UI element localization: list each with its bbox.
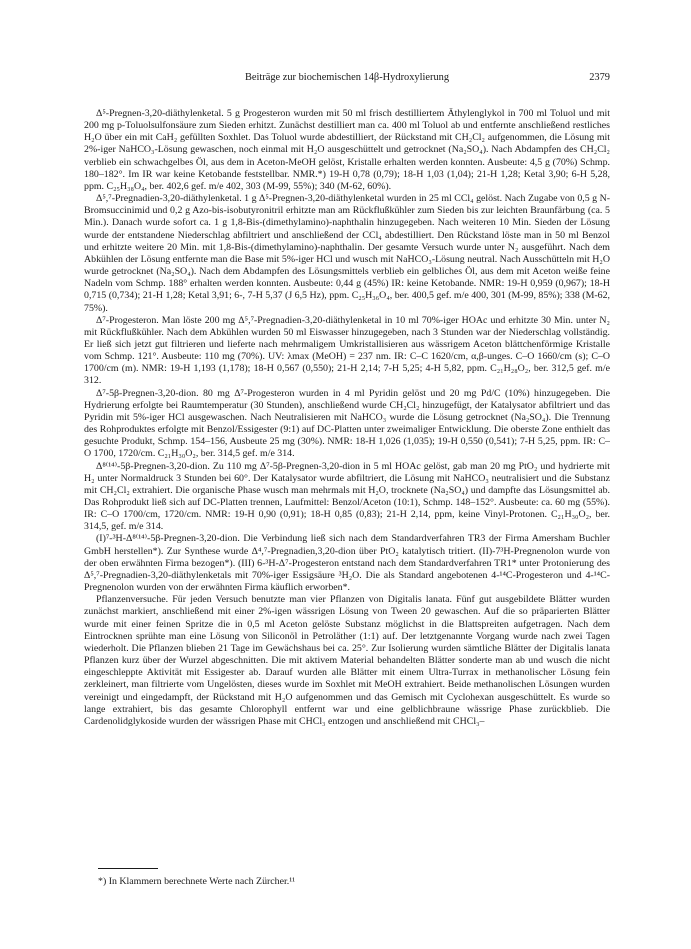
paragraph-pflanzenversuche: Pflanzenversuche. Für jeden Versuch benutzte man vier Pflanzen von Digitalis lanata. Fünf gut ausgebildete Blätter wurden zunächst markiert, anschließend mit einer 2%-igen wässrigen Lösung von Tween 20 gewaschen. Auf die so präparierten Blätter wurde mit einer feinen Spritze die in 0,5 ml Aceton gelöste Substanz möglichst in die Blattspreiten aufgetragen. Nach dem Eintrocknen sprühte man eine Lösung von Siliconöl in Petroläther (1:1) auf. Der letztgenannte Vorgang wurde nach zwei Tagen wiederholt. Die Pflanzen blieben 21 Tage im Gewächshaus bei ca. 25°. Zur Isolierung wurden sämtliche Blätter der Digitalis lanata Pflanzen kurz über der Wurzel abgeschnitten. Die mit aktivem Material behandelten Blätter sonderte man ab und wusch die nicht eingeschleppte Aktivität mit Essigester ab. Darauf wurden alle Blätter mit einem Ultra-Turrax in methanolischer Lösung fein zerkleinert, man filtrierte vom Ungelösten, dieses wurde im Soxhlet mit MeOH extrahiert. Beide methanolischen Lösungen wurden vereinigt und eingedampft, der Rückstand mit H₂O aufgenommen und das Gemisch mit Cyclohexan ausgeschüttelt. Es wurde so lange extrahiert, bis das gesamte Chlorophyll entfernt war und eine gelblichbraune wässrige Phase zurückblieb. Die Cardenolidglykoside wurden der wässrigen Phase mit CHCl₃ entzogen und anschließend mit CHCl₃– [84, 594, 610, 727]
paragraph-labelled-compounds: (I)⁷-³H-Δ⁸⁽¹⁴⁾-5β-Pregnen-3,20-dion. Die Verbindung ließ sich nach dem Standardverfahren TR3 der Firma Amersham Buchler GmbH herstellen*). Zur Synthese wurde Δ⁴,⁷-Pregnadien,3,20-dion über PtO₂ katalytisch tritiert. (II)-7³H-Pregnenolon wurde von der oben erwähnten Firma bezogen*). (III) 6-³H-Δ⁷-Progesteron entstand nach dem Standardverfahren TR1* unter Protonierung des Δ⁵,⁷-Pregnadien-3,20-diäthylenketals mit 70%-iger Essigsäure ³H₂O. Die als Standard angebotenen 4-¹⁴C-Progesteron und 4-¹⁴C-Pregnenolon wurden von der erwähnten Firma käuflich erworben*. [84, 533, 610, 594]
footnote: *) In Klammern berechnete Werte nach Zürcher.¹¹ [98, 876, 296, 887]
paragraph-pregnadien-diaethylenketal: Δ⁵,⁷-Pregnadien-3,20-diäthylenketal. 1 g Δ⁵-Pregnen-3,20-diäthylenketal wurden in 25 ml CCl₄ gelöst. Nach Zugabe von 0,5 g N-Bromsuccinimid und 0,2 g Azo-bis-isobutyronitril erhitzte man am Rückflußkühler zum Sieden bis zur leichten Braunfärbung (ca. 5 Min.). Danach wurde sofort ca. 1 g 1,8-Bis-(dimethylamino)-naphthalin hinzugegeben. Nach weiteren 10 Min. Sieden der Lösung wurde der entstandene Niederschlag abfiltriert und anschließend der CCl₄ abdestilliert. Den Rückstand löste man in 50 ml Benzol und erhitzte weitere 20 Min. mit 1,8-Bis-(dimethylamino)-naphthalin. Der gesamte Versuch wurde unter N₂ ausgeführt. Nach dem Abkühlen der Lösung entfernte man die Base mit 5%-iger HCl und wusch mit NaHCO₃-Lösung neutral. Nach Ausschütteln mit H₂O wurde getrocknet (Na₂SO₄). Nach dem Abdampfen des Lösungsmittels verblieb ein gelbliches Öl, aus dem mit Aceton weiße feine Nadeln vom Schmp. 188° erhalten werden konnten. Ausbeute: 0,44 g (45%) IR: keine Ketobande. NMR: 19-H 0,959 (0,967); 18-H 0,715 (0,734); 21-H 1,28; Ketal 3,91; 6-, 7-H 5,37 (J 6,5 Hz), ppm. C₂₅H₃₆O₄, ber. 400,5 gef. m/e 400, 301 (M-99, 85%); 338 (M-62, 75%). [84, 193, 610, 314]
paragraph-delta7-progesteron: Δ⁷-Progesteron. Man löste 200 mg Δ⁵,⁷-Pregnadien-3,20-diäthylenketal in 10 ml 70%-iger HOAc und erhitzte 30 Min. unter N₂ mit Rückflußkühler. Nach dem Abkühlen wurden 50 ml Eiswasser hinzugegeben, nach 3 Stunden war der Niederschlag vollständig. Er ließ sich jetzt gut filtrieren und lieferte nach mehrmaligem Umkristallisieren aus wässrigem Aceton blättchenförmige Kristalle vom Schmp. 121°. Ausbeute: 110 mg (70%). UV: λmax (MeOH) = 237 nm. IR: C–C 1620/cm, α,β-unges. C–O 1660/cm (s); C–O 1700/cm (m). NMR: 19-H 1,193 (1,178); 18-H 0,567 (0,550); 21-H 2,14; 7-H 5,25; 4-H 5,82, ppm. C₂₁H₂₈O₂, ber. 312,5 gef. m/e 312. [84, 314, 610, 387]
paragraph-pregnen-diaethylenketal: Δ⁵-Pregnen-3,20-diäthylenketal. 5 g Progesteron wurden mit 50 ml frisch destilliertem Äthylenglykol in 700 ml Toluol und mit 200 mg p-Toluolsulfonsäure zum Sieden erhitzt. Zunächst destilliert man ca. 400 ml Toluol ab und entfernte anschließend restliches H₂O über ein mit CaH₂ gefüllten Soxhlet. Das Toluol wurde abdestilliert, der Rückstand mit CH₂Cl₂ aufgenommen, die Lösung mit 2%-iger NaHCO₃-Lösung gewaschen, noch einmal mit H₂O ausgeschüttelt und getrocknet (Na₂SO₄). Nach Abdampfen des CH₂Cl₂ verblieb ein schwachgelbes Öl, aus dem in Aceton-MeOH gelöst, Kristalle erhalten werden konnten. Ausbeute: 4,5 g (70%) Schmp. 180–182°. Im IR war keine Ketobande feststellbar. NMR.*) 19-H 0,78 (0,79); 18-H 1,03 (1,04); 21-H 1,28; Ketal 3,90; 6-H 5,28, ppm. C₂₅H₃₈O₄, ber. 402,6 gef. m/e 402, 303 (M-99, 55%); 340 (M-62, 60%). [84, 108, 610, 192]
page-number: 2379 [589, 72, 610, 83]
running-header [84, 72, 610, 88]
running-title: Beiträge zur biochemischen 14β-Hydroxylierung [244, 72, 450, 83]
paragraph-delta7-5beta-pregnen-dion: Δ⁷-5β-Pregnen-3,20-dion. 80 mg Δ⁷-Progesteron wurden in 4 ml Pyridin gelöst und 20 mg Pd/C (10%) hinzugegeben. Die Hydrierung erfolgte bei Raumtemperatur (30 Stunden), anschließend wurde CH₂Cl₂ hinzugefügt, der Katalysator abfiltriert und das Pyridin mit 5%-iger HCl ausgewaschen. Nach Neutralisieren mit NaHCO₃ wurde die Lösung getrocknet (Na₂SO₄). Die Trennung des Rohproduktes erfolgte mit Benzol/Essigester (9:1) auf DC-Platten unter zweimaliger Entwicklung. Die oberste Zone enthielt das gesuchte Produkt, Schmp. 154–156, Ausbeute 25 mg (30%). NMR: 18-H 1,026 (1,035); 19-H 0,550 (0,541); 7-H 5,25, ppm. IR: C–O 1700, 1720/cm. C₂₁H₃₀O₂, ber. 314,5 gef. m/e 314. [84, 387, 610, 460]
footnote-rule [98, 868, 158, 869]
paragraph-delta8-14-5beta-pregnen-dion: Δ⁸⁽¹⁴⁾-5β-Pregnen-3,20-dion. Zu 110 mg Δ⁷-5β-Pregnen-3,20-dion in 5 ml HOAc gelöst, gab man 20 mg PtO₂ und hydrierte mit H₂ unter Normaldruck 3 Stunden bei 60°. Der Katalysator wurde abfiltriert, die Lösung mit NaHCO₃ neutralisiert und die Substanz mit CH₂Cl₂ extrahiert. Die organische Phase wusch man mehrmals mit H₂O, trocknete (Na₂SO₄) und dampfte das Lösungsmittel ab. Das Rohprodukt ließ sich auf DC-Platten trennen, Laufmittel: Benzol/Aceton (10:1), Schmp. 148–152°. Ausbeute: ca. 60 mg (55%). IR: C–O 1700/cm, 1720/cm. NMR: 19-H 0,90 (0,91); 18-H 0,85 (0,83); 21-H 2,14, ppm, keine Vinyl-Protonen. C₂₁H₃₀O₂, ber. 314,5, gef. m/e 314. [84, 460, 610, 533]
body-text [84, 108, 610, 728]
